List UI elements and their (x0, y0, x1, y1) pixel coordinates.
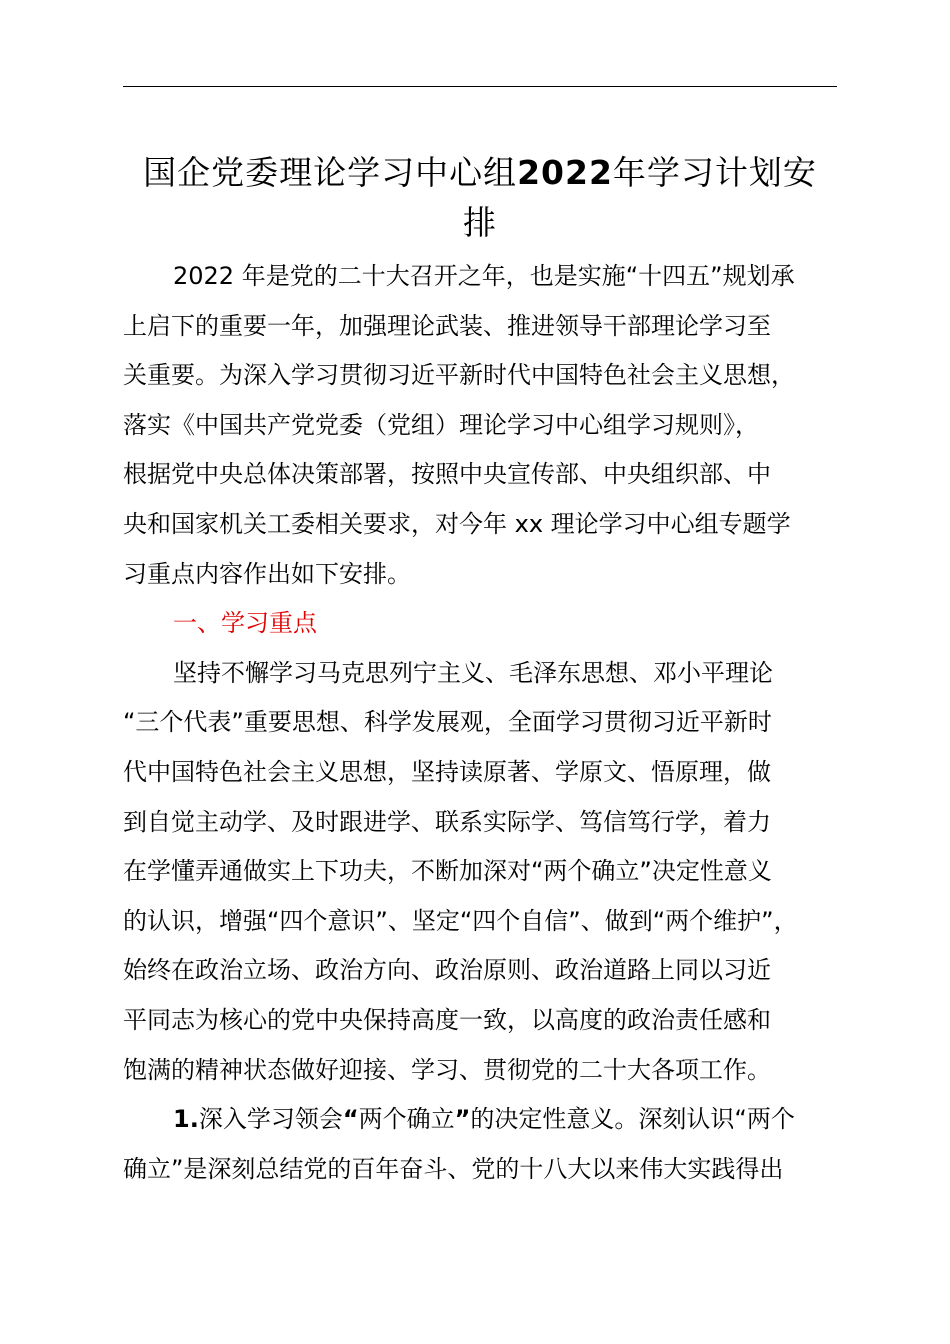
document-title (123, 148, 837, 248)
section-line: 在学懂弄通做实上下功夫，不断加深对“两个确立”决定性意义 (123, 857, 772, 886)
section-line: 始终在政治立场、政治方向、政治原则、政治道路上同以习近 (123, 956, 771, 985)
item-number: 1. (173, 1105, 199, 1134)
document-body (123, 252, 863, 1194)
section-line: “三个代表”重要思想、科学发展观，全面学习贯彻习近平新时 (123, 708, 772, 737)
intro-line: 根据党中央总体决策部署，按照中央宣传部、中央组织部、中 (123, 460, 771, 489)
intro-line: 落实《中国共产党党委（党组）理论学习中心组学习规则》， (123, 410, 759, 439)
intro-line: 习重点内容作出如下安排。 (123, 559, 411, 588)
intro-line: 2022 年是党的二十大召开之年，也是实施“十四五”规划承 (173, 262, 795, 290)
section-line: 代中国特色社会主义思想，坚持读原著、学原文、悟原理，做 (123, 757, 771, 786)
title-year: 2022 (517, 153, 613, 192)
item-1-line (123, 1095, 863, 1145)
title-line-2: 排 (463, 203, 497, 242)
title-prefix: 国企党委理论学习中心组 (143, 153, 518, 192)
intro-line: 关重要。为深入学习贯彻习近平新时代中国特色社会主义思想， (123, 361, 795, 390)
section-line: 到自觉主动学、及时跟进学、联系实际学、笃信笃行学，着力 (123, 807, 771, 836)
section-line: 的认识，增强“四个意识”、坚定“四个自信”、做到“两个维护”， (123, 906, 798, 935)
intro-line: 上启下的重要一年，加强理论武装、推进领导干部理论学习至 (123, 311, 771, 340)
section-line: 平同志为核心的党中央保持高度一致，以高度的政治责任感和 (123, 1005, 771, 1034)
item-text-c: 的决定性意义。深刻认识“两个 (470, 1105, 795, 1134)
intro-line: 央和国家机关工委相关要求，对今年 xx 理论学习中心组专题学 (123, 509, 791, 538)
header-rule (123, 86, 837, 87)
item-quote-close: ” (454, 1105, 471, 1134)
section-line: 坚持不懈学习马克思列宁主义、毛泽东思想、邓小平理论 (173, 658, 773, 687)
item-1-line-2: 确立”是深刻总结党的百年奋斗、党的十八大以来伟大实践得出 (123, 1154, 784, 1183)
section-heading: 一、学习重点 (173, 609, 317, 638)
item-text-a: 深入学习领会 (198, 1105, 343, 1134)
item-quote-open: “ (342, 1105, 359, 1134)
item-text-b: 两个确立 (358, 1105, 455, 1134)
title-suffix: 年学习计划安 (612, 153, 817, 192)
section-line: 饱满的精神状态做好迎接、学习、贯彻党的二十大各项工作。 (123, 1055, 771, 1084)
